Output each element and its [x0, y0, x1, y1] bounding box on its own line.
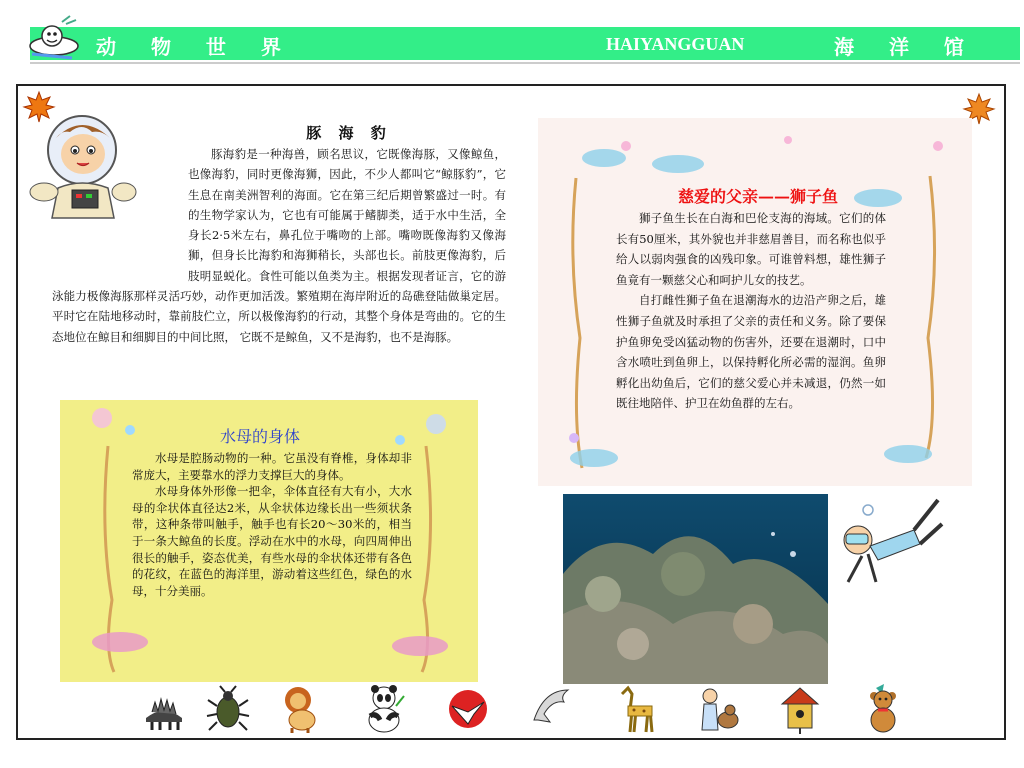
lionfish-panel: [538, 118, 972, 486]
panda-icon: [362, 684, 406, 734]
jellyfish-paragraph: 水母是腔肠动物的一种。它虽没有脊椎，身体却非常庞大，主要靠水的浮力支撑巨大的身体。: [132, 451, 412, 482]
lionfish-paragraph: 自打雌性狮子鱼在退潮海水的边沿产卵之后，雄性狮子鱼就及时承担了父亲的责任和义务。除了要保护鱼卵免受凶猛动物的伤害外，还要在退潮时，口中含水喷吐到鱼卵上，以保持孵化所必需的湿润。鱼卵孵化出幼鱼后，它们的慈父爱心并未减退，仍然一如既往地陪伴、护卫在幼鱼群的左右。: [616, 293, 886, 411]
cartoon-logo-icon: [22, 14, 82, 62]
header-title: 动 物 世 界: [96, 35, 295, 59]
text-wrap-spacer: [52, 144, 188, 272]
header-divider: [30, 62, 1020, 64]
seal-article-title: 豚 海 豹: [306, 124, 392, 142]
teddy-bear-icon: [862, 684, 906, 734]
scuba-diver-icon: [828, 490, 944, 590]
seal-article: [52, 122, 506, 347]
lion-icon: [278, 684, 322, 734]
seal-article-body: 豚海豹是一种海兽，顾名思议，它既像海豚，又像鲸鱼，也像海豹，同时更像海狮，因此，不少人都叫它“鲸豚豹”，它生息在南美洲智利的海面。它在第三纪后期曾繁盛过一时。有的生物学家认为，它也有可能属于鳍脚类，适于水中生活，全身长2·5米左右，鼻孔位于嘴吻的上部。嘴吻既像海豹又像海狮，但身长比海豹和海狮稍长，头部也长。前肢更像海豹，后肢明显蜕化。食性可能以鱼类为主。根据发现者证言，它的游泳能力极像海豚那样灵活巧妙，动作更加活泼。繁殖期在海岸附近的岛礁登陆做巢定居。平时它在陆地移动时，靠前肢伫立，所以极像海豹的行动，其整个身体是弯曲的。它的生态地位在鲸目和细脚目的中间比照， 它既不是鲸鱼，又不是海豹，也不是海豚。: [52, 147, 506, 344]
stegosaurus-icon: [142, 684, 186, 734]
jellyfish-paragraph: 水母身体外形像一把伞，伞体直径有大有小，大水母的伞状体直径达2米，从伞状体边缘长出一些须状条带，这种条带叫触手，触手也有长20～30米的，相当于一条大鲸鱼的长度。浮动在水中的水母，向四周伸出很长的触手，姿态优美，有些水母的伞状体还带有各色的花纹，在蓝色的海洋里，游动着这些红色，绿色的水母，十分美丽。: [132, 484, 412, 598]
dolphin-icon: [530, 684, 574, 734]
lionfish-title: 慈爱的父亲——狮子鱼: [677, 187, 838, 206]
beetle-icon: [206, 684, 250, 734]
lionfish-body: [616, 208, 886, 414]
jellyfish-panel: [60, 400, 478, 682]
birdhouse-icon: [778, 684, 822, 734]
jellyfish-body: [132, 450, 412, 599]
header-subtitle: 海 洋 馆: [834, 35, 978, 59]
giraffe-icon: [614, 684, 658, 734]
header-english-title: HAIYANGGUAN: [606, 34, 745, 54]
jellyfish-title: 水母的身体: [219, 427, 300, 446]
nurse-dog-icon: [696, 684, 740, 734]
lionfish-paragraph: 狮子鱼生长在白海和巴伦支海的海域。它们的体长有50厘米，其外貌也并非慈眉善目，而名称也似乎给人以弱肉强食的凶残印象。可谁曾料想，雄性狮子鱼竟有一颗慈父心和呵护儿女的技艺。: [616, 211, 886, 287]
bird-icon: [446, 684, 490, 734]
coral-reef-photo: [563, 494, 828, 684]
